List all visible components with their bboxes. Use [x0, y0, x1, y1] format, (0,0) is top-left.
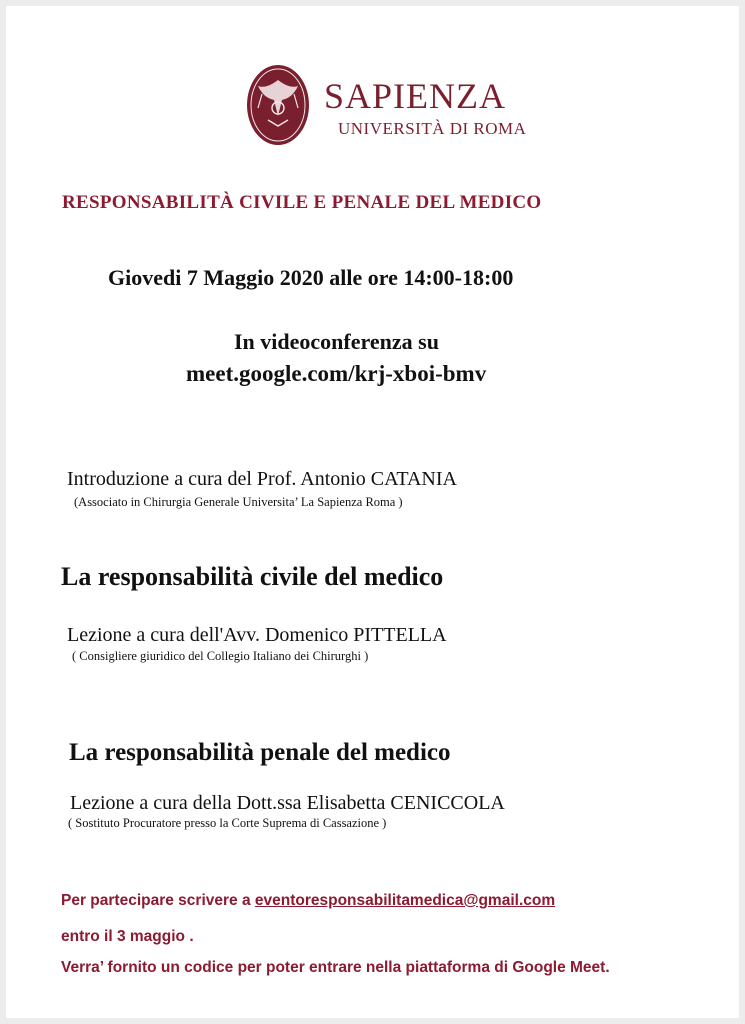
intro-speaker: Introduzione a cura del Prof. Antonio CATANIA	[67, 468, 457, 490]
lecture-civil-speaker: Lezione a cura dell'Avv. Domenico PITTELLA	[67, 624, 447, 646]
lecture-penal-affiliation: ( Sostituto Procuratore presso la Corte Suprema di Cassazione )	[68, 816, 387, 830]
contact-email-link[interactable]: eventoresponsabilitamedica@gmail.com	[254, 892, 556, 909]
event-title: RESPONSABILITÀ CIVILE E PENALE DEL MEDICO	[62, 192, 542, 213]
intro-affiliation: (Associato in Chirurgia Generale Universita’ La Sapienza Roma )	[74, 495, 403, 509]
university-seal-icon	[246, 64, 310, 146]
video-conference-label: In videoconferenza su	[234, 329, 439, 354]
footer-deadline: entro il 3 maggio .	[61, 928, 194, 945]
section-heading-civil: La responsabilità civile del medico	[61, 562, 444, 591]
flyer-page	[6, 6, 739, 1018]
footer-contact-line	[61, 892, 555, 910]
section-heading-penal: La responsabilità penale del medico	[69, 739, 451, 766]
footer-contact-prefix: Per partecipare scrivere a	[61, 892, 255, 909]
logo-name: SAPIENZA	[324, 76, 507, 116]
event-date: Giovedi 7 Maggio 2020 alle ore 14:00-18:00	[108, 265, 514, 290]
meet-link[interactable]: meet.google.com/krj-xboi-bmv	[186, 361, 487, 386]
lecture-penal-speaker: Lezione a cura della Dott.ssa Elisabetta CENICCOLA	[70, 792, 505, 814]
footer-access-note: Verra’ fornito un codice per poter entrare nella piattaforma di Google Meet.	[61, 959, 610, 976]
lecture-civil-affiliation: ( Consigliere giuridico del Collegio Italiano dei Chirurghi )	[72, 649, 369, 663]
logo-subtitle: UNIVERSITÀ DI ROMA	[338, 119, 527, 138]
sapienza-logo	[246, 64, 536, 156]
